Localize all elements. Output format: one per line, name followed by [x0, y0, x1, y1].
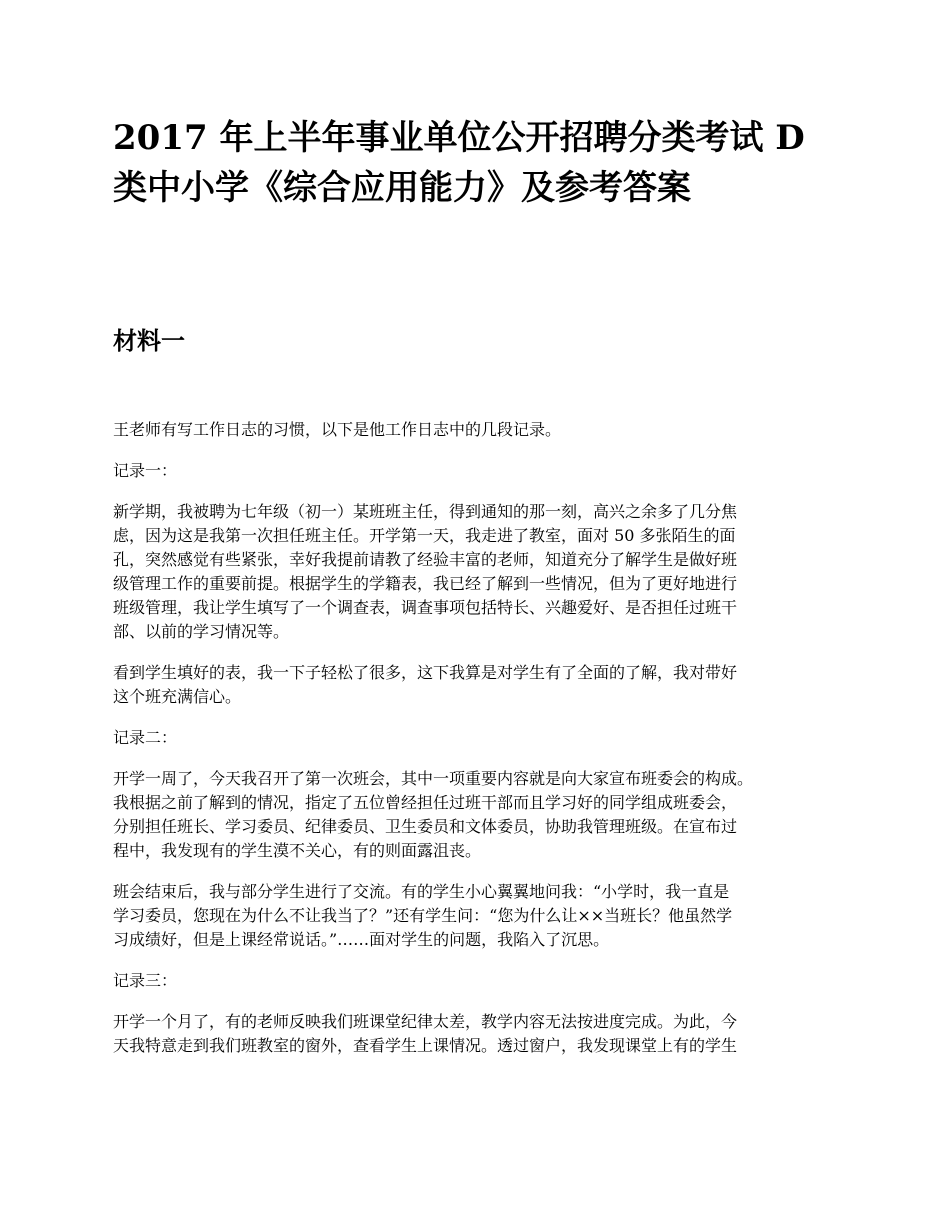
paragraph [113, 459, 843, 483]
paragraph-line: 看到学生填好的表，我一下子轻松了很多，这下我算是对学生有了全面的了解，我对带好 [113, 663, 738, 682]
paragraph-line: 新学期，我被聘为七年级（初一）某班班主任，得到通知的那一刻，高兴之余多了几分焦 [113, 502, 738, 521]
paragraph [113, 880, 843, 952]
paragraph-line: 程中，我发现有的学生漠不关心，有的则面露沮丧。 [113, 841, 482, 860]
paragraph-line: 级管理工作的重要前提。根据学生的学籍表，我已经了解到一些情况，但为了更好地进行 [113, 574, 738, 593]
paragraph-line: 班会结束后，我与部分学生进行了交流。有的学生小心翼翼地问我：“小学时，我一直是 [113, 882, 730, 901]
paragraph [113, 500, 843, 644]
paragraph-line: 记录三： [113, 971, 178, 990]
paragraph-line: 学习委员，您现在为什么不让我当了？”还有学生问：“您为什么让××当班长？他虽然学 [113, 906, 733, 925]
paragraph [113, 418, 843, 442]
document-title [113, 0, 838, 213]
title-line-2: 类中小学《综合应用能力》及参考答案 [113, 168, 691, 208]
title-line-1: 2017 年上半年事业单位公开招聘分类考试 D [113, 118, 805, 158]
paragraph-line: 记录二： [113, 728, 178, 747]
paragraph-line: 部、以前的学习情况等。 [113, 622, 290, 641]
paragraph-line: 习成绩好，但是上课经常说话。”……面对学生的问题，我陷入了沉思。 [113, 930, 610, 949]
paragraph [113, 726, 843, 750]
paragraph-line: 王老师有写工作日志的习惯，以下是他工作日志中的几段记录。 [113, 420, 562, 439]
paragraph-line: 这个班充满信心。 [113, 687, 242, 706]
paragraph-line: 天我特意走到我们班教室的窗外，查看学生上课情况。透过窗户，我发现课堂上有的学生 [113, 1036, 738, 1055]
paragraph-line: 分别担任班长、学习委员、纪律委员、卫生委员和文体委员，协助我管理班级。在宣布过 [113, 817, 738, 836]
paragraph [113, 661, 843, 709]
paragraph-line: 开学一个月了，有的老师反映我们班课堂纪律太差，教学内容无法按进度完成。为此，今 [113, 1012, 738, 1031]
section-heading: 材料一 [113, 326, 185, 355]
document-body [113, 418, 843, 1075]
paragraph [113, 767, 843, 863]
paragraph-line: 开学一周了，今天我召开了第一次班会，其中一项重要内容就是向大家宣布班委会的构成。 [113, 769, 754, 788]
paragraph-line: 班级管理，我让学生填写了一个调查表，调查事项包括特长、兴趣爱好、是否担任过班干 [113, 598, 738, 617]
paragraph [113, 1010, 843, 1058]
paragraph-line: 记录一： [113, 461, 178, 480]
paragraph-line: 我根据之前了解到的情况，指定了五位曾经担任过班干部而且学习好的同学组成班委会， [113, 793, 738, 812]
paragraph [113, 969, 843, 993]
paragraph-line: 孔，突然感觉有些紧张，幸好我提前请教了经验丰富的老师，知道充分了解学生是做好班 [113, 550, 738, 569]
paragraph-line: 虑，因为这是我第一次担任班主任。开学第一天，我走进了教室，面对 50 多张陌生的面 [113, 526, 736, 545]
